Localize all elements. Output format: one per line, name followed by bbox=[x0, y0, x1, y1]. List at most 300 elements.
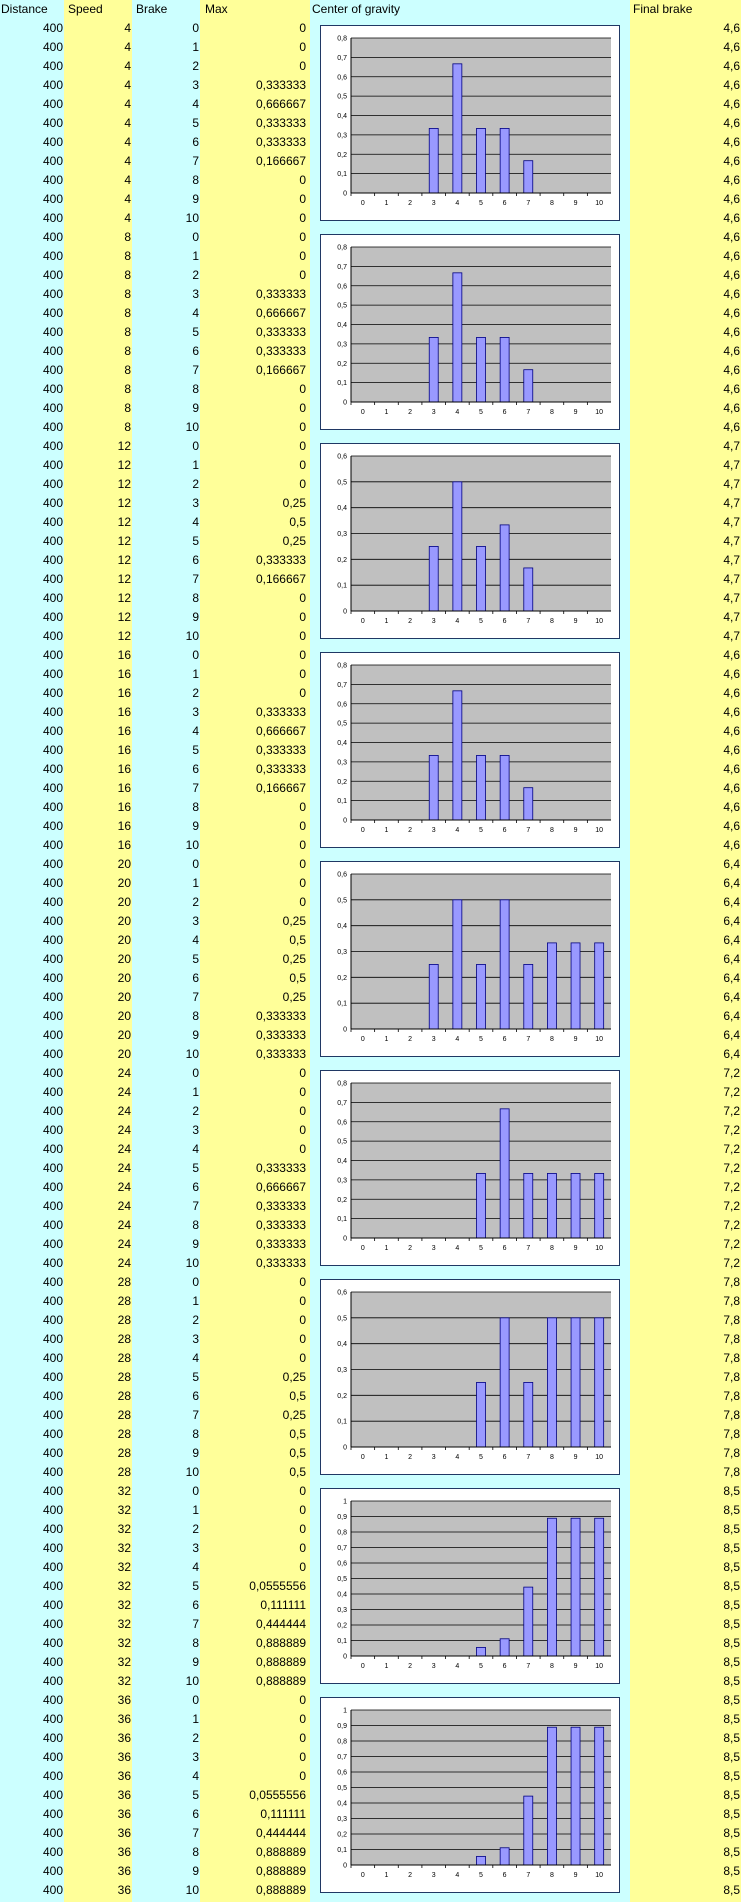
cell-brake: 8 bbox=[192, 800, 199, 814]
cell-speed: 20 bbox=[117, 933, 131, 947]
bar-10 bbox=[595, 1318, 604, 1447]
y-tick-label: 0,3 bbox=[337, 132, 347, 140]
bar-5 bbox=[477, 1647, 486, 1656]
cell-max: 0,333333 bbox=[255, 1161, 306, 1175]
cell-final-brake: 4,6 bbox=[723, 325, 740, 339]
cell-max: 0 bbox=[299, 838, 306, 852]
cell-max: 0 bbox=[299, 1142, 306, 1156]
bar-3 bbox=[429, 128, 438, 193]
bar-5 bbox=[477, 1856, 486, 1865]
cell-max: 0,0555556 bbox=[249, 1788, 306, 1802]
cell-max: 0 bbox=[299, 1484, 306, 1498]
x-tick-label: 0 bbox=[360, 200, 365, 207]
x-tick-label: 3 bbox=[431, 1872, 436, 1879]
y-tick-label: 0,4 bbox=[337, 740, 347, 747]
x-tick-label: 9 bbox=[573, 1663, 578, 1670]
cell-distance: 400 bbox=[42, 629, 63, 643]
cell-distance: 400 bbox=[42, 192, 63, 206]
cell-max: 0 bbox=[299, 667, 306, 681]
cell-brake: 7 bbox=[192, 1199, 199, 1213]
cell-speed: 4 bbox=[124, 211, 131, 225]
cell-distance: 400 bbox=[42, 724, 63, 738]
x-tick-label: 4 bbox=[455, 1454, 460, 1461]
x-tick-label: 0 bbox=[360, 1663, 365, 1670]
cell-speed: 32 bbox=[117, 1655, 131, 1669]
bar-8 bbox=[547, 1727, 556, 1865]
cell-final-brake: 4,6 bbox=[723, 819, 740, 833]
x-tick-label: 2 bbox=[408, 1454, 413, 1461]
cell-final-brake: 4,6 bbox=[723, 401, 740, 415]
cell-speed: 8 bbox=[124, 344, 131, 358]
cell-final-brake: 4,6 bbox=[723, 230, 740, 244]
cell-final-brake: 7,8 bbox=[723, 1351, 740, 1365]
cell-final-brake: 8,5 bbox=[723, 1788, 740, 1802]
x-tick-label: 4 bbox=[455, 1872, 460, 1879]
cell-max: 0,888889 bbox=[255, 1864, 306, 1878]
cell-speed: 8 bbox=[124, 268, 131, 282]
cell-brake: 1 bbox=[192, 40, 199, 54]
cell-max: 0 bbox=[299, 1750, 306, 1764]
bar-4 bbox=[453, 273, 462, 402]
cell-brake: 6 bbox=[192, 1389, 199, 1403]
cell-distance: 400 bbox=[42, 1256, 63, 1270]
cell-final-brake: 4,6 bbox=[723, 21, 740, 35]
x-tick-label: 7 bbox=[526, 827, 531, 834]
x-tick-label: 0 bbox=[360, 1245, 365, 1252]
cell-distance: 400 bbox=[42, 325, 63, 339]
y-tick-label: 0,4 bbox=[337, 113, 347, 120]
cell-brake: 6 bbox=[192, 1180, 199, 1194]
cell-max: 0 bbox=[299, 1313, 306, 1327]
cell-speed: 28 bbox=[117, 1465, 131, 1479]
y-tick-label: 0,2 bbox=[337, 1196, 347, 1204]
y-tick-label: 0,6 bbox=[337, 871, 347, 879]
cell-distance: 400 bbox=[42, 705, 63, 719]
cell-distance: 400 bbox=[42, 1617, 63, 1631]
cell-final-brake: 8,5 bbox=[723, 1560, 740, 1574]
x-tick-label: 8 bbox=[549, 1245, 554, 1252]
y-tick-label: 0,5 bbox=[337, 1576, 347, 1583]
chart-svg bbox=[321, 1698, 621, 1894]
cell-distance: 400 bbox=[42, 477, 63, 491]
bar-5 bbox=[477, 1382, 486, 1447]
cell-max: 0,111111 bbox=[260, 1807, 306, 1821]
cell-brake: 0 bbox=[192, 21, 199, 35]
cell-max: 0,25 bbox=[282, 914, 306, 928]
cell-max: 0,166667 bbox=[255, 363, 306, 377]
y-tick-label: 0,3 bbox=[337, 531, 347, 538]
y-tick-label: 0,3 bbox=[337, 949, 347, 956]
cell-speed: 12 bbox=[117, 591, 131, 605]
cell-brake: 3 bbox=[192, 914, 199, 928]
x-tick-label: 3 bbox=[431, 200, 436, 207]
cell-final-brake: 4,7 bbox=[723, 610, 740, 624]
cell-speed: 32 bbox=[117, 1674, 131, 1688]
y-tick-label: 0,4 bbox=[337, 1158, 347, 1165]
bar-10 bbox=[595, 1518, 604, 1656]
cell-brake: 7 bbox=[192, 363, 199, 377]
y-tick-label: 0 bbox=[343, 1862, 347, 1870]
y-tick-label: 0,3 bbox=[337, 1177, 347, 1185]
x-tick-label: 7 bbox=[526, 1663, 531, 1670]
y-tick-label: 0,8 bbox=[337, 1738, 347, 1746]
cell-distance: 400 bbox=[42, 154, 63, 168]
x-tick-label: 9 bbox=[573, 1872, 578, 1879]
bar-5 bbox=[477, 337, 486, 402]
cell-speed: 20 bbox=[117, 857, 131, 871]
x-tick-label: 2 bbox=[408, 618, 413, 625]
cell-max: 0,333333 bbox=[255, 705, 306, 719]
x-tick-label: 7 bbox=[526, 1036, 531, 1043]
cell-final-brake: 4,7 bbox=[723, 553, 740, 567]
cell-speed: 4 bbox=[124, 192, 131, 206]
cell-speed: 20 bbox=[117, 1009, 131, 1023]
bar-chart-speed-16 bbox=[320, 652, 620, 848]
cell-brake: 7 bbox=[192, 781, 199, 795]
y-tick-label: 0,2 bbox=[337, 151, 347, 159]
bar-8 bbox=[547, 943, 556, 1029]
cell-brake: 2 bbox=[192, 1522, 199, 1536]
cell-distance: 400 bbox=[42, 1446, 63, 1460]
cell-distance: 400 bbox=[42, 857, 63, 871]
cell-final-brake: 4,6 bbox=[723, 135, 740, 149]
cell-final-brake: 7,2 bbox=[723, 1180, 740, 1194]
cell-max: 0,5 bbox=[289, 1465, 306, 1479]
cell-max: 0 bbox=[299, 819, 306, 833]
y-tick-label: 0,9 bbox=[337, 1723, 347, 1730]
x-tick-label: 10 bbox=[595, 200, 604, 207]
cell-speed: 16 bbox=[117, 838, 131, 852]
cell-final-brake: 6,4 bbox=[723, 1047, 740, 1061]
cell-final-brake: 4,7 bbox=[723, 458, 740, 472]
cell-distance: 400 bbox=[42, 211, 63, 225]
y-tick-label: 0 bbox=[343, 399, 347, 407]
cell-distance: 400 bbox=[42, 1218, 63, 1232]
chart-svg bbox=[321, 235, 621, 431]
cell-max: 0 bbox=[299, 876, 306, 890]
cell-distance: 400 bbox=[42, 59, 63, 73]
x-tick-label: 10 bbox=[595, 1245, 604, 1252]
cell-speed: 8 bbox=[124, 249, 131, 263]
bar-5 bbox=[477, 964, 486, 1029]
x-tick-label: 2 bbox=[408, 200, 413, 207]
y-tick-label: 0 bbox=[343, 1235, 347, 1243]
cell-final-brake: 4,6 bbox=[723, 211, 740, 225]
bar-6 bbox=[500, 1848, 509, 1865]
x-tick-label: 4 bbox=[455, 1036, 460, 1043]
cell-brake: 5 bbox=[192, 325, 199, 339]
cell-brake: 4 bbox=[192, 933, 199, 947]
cell-max: 0 bbox=[299, 1769, 306, 1783]
y-tick-label: 0 bbox=[343, 817, 347, 825]
y-tick-label: 0,7 bbox=[337, 1545, 347, 1552]
x-tick-label: 3 bbox=[431, 1454, 436, 1461]
cell-final-brake: 6,4 bbox=[723, 914, 740, 928]
x-tick-label: 5 bbox=[479, 1454, 483, 1461]
cell-distance: 400 bbox=[42, 306, 63, 320]
cell-final-brake: 7,2 bbox=[723, 1104, 740, 1118]
y-tick-label: 0,2 bbox=[337, 974, 347, 982]
cell-final-brake: 8,5 bbox=[723, 1598, 740, 1612]
cell-final-brake: 4,6 bbox=[723, 287, 740, 301]
cell-brake: 3 bbox=[192, 1541, 199, 1555]
x-tick-label: 8 bbox=[549, 827, 554, 834]
cell-distance: 400 bbox=[42, 990, 63, 1004]
cell-max: 0,166667 bbox=[255, 781, 306, 795]
cell-speed: 4 bbox=[124, 97, 131, 111]
cell-brake: 10 bbox=[185, 1047, 199, 1061]
cell-final-brake: 4,6 bbox=[723, 762, 740, 776]
cell-distance: 400 bbox=[42, 553, 63, 567]
cell-brake: 5 bbox=[192, 534, 199, 548]
cell-final-brake: 6,4 bbox=[723, 990, 740, 1004]
cell-distance: 400 bbox=[42, 971, 63, 985]
cell-distance: 400 bbox=[42, 572, 63, 586]
chart-svg bbox=[321, 1489, 621, 1685]
cell-speed: 32 bbox=[117, 1598, 131, 1612]
cell-final-brake: 8,5 bbox=[723, 1579, 740, 1593]
cell-final-brake: 4,7 bbox=[723, 629, 740, 643]
cell-final-brake: 4,6 bbox=[723, 154, 740, 168]
cell-final-brake: 4,6 bbox=[723, 40, 740, 54]
cell-max: 0 bbox=[299, 1332, 306, 1346]
cell-brake: 1 bbox=[192, 876, 199, 890]
cell-distance: 400 bbox=[42, 1655, 63, 1669]
cell-final-brake: 4,7 bbox=[723, 572, 740, 586]
x-tick-label: 6 bbox=[502, 409, 507, 416]
cell-final-brake: 8,5 bbox=[723, 1541, 740, 1555]
cell-speed: 36 bbox=[117, 1807, 131, 1821]
cell-brake: 9 bbox=[192, 1446, 199, 1460]
bar-10 bbox=[595, 1173, 604, 1238]
cell-max: 0,333333 bbox=[255, 1028, 306, 1042]
cell-max: 0,444444 bbox=[255, 1617, 306, 1631]
cell-speed: 12 bbox=[117, 477, 131, 491]
cell-distance: 400 bbox=[42, 135, 63, 149]
cell-max: 0 bbox=[299, 420, 306, 434]
cell-speed: 20 bbox=[117, 895, 131, 909]
cell-distance: 400 bbox=[42, 1275, 63, 1289]
cell-brake: 2 bbox=[192, 1104, 199, 1118]
cell-speed: 8 bbox=[124, 230, 131, 244]
cell-distance: 400 bbox=[42, 686, 63, 700]
cell-final-brake: 4,6 bbox=[723, 382, 740, 396]
cell-distance: 400 bbox=[42, 1484, 63, 1498]
cell-max: 0,333333 bbox=[255, 1256, 306, 1270]
cell-final-brake: 7,2 bbox=[723, 1123, 740, 1137]
cell-max: 0,333333 bbox=[255, 78, 306, 92]
cell-brake: 3 bbox=[192, 1750, 199, 1764]
cell-final-brake: 4,6 bbox=[723, 648, 740, 662]
cell-max: 0 bbox=[299, 249, 306, 263]
cell-speed: 4 bbox=[124, 173, 131, 187]
bar-4 bbox=[453, 900, 462, 1029]
cell-max: 0 bbox=[299, 895, 306, 909]
cell-brake: 6 bbox=[192, 1807, 199, 1821]
cell-max: 0 bbox=[299, 1503, 306, 1517]
cell-brake: 9 bbox=[192, 819, 199, 833]
cell-max: 0 bbox=[299, 1522, 306, 1536]
y-tick-label: 0,3 bbox=[337, 1607, 347, 1614]
cell-distance: 400 bbox=[42, 1693, 63, 1707]
header-max: Max bbox=[205, 2, 228, 16]
cell-speed: 12 bbox=[117, 515, 131, 529]
header-brake: Brake bbox=[136, 2, 168, 16]
x-tick-label: 1 bbox=[384, 1454, 389, 1461]
cell-distance: 400 bbox=[42, 1389, 63, 1403]
cell-final-brake: 8,5 bbox=[723, 1807, 740, 1821]
cell-max: 0 bbox=[299, 268, 306, 282]
cell-distance: 400 bbox=[42, 1560, 63, 1574]
cell-distance: 400 bbox=[42, 1199, 63, 1213]
cell-speed: 36 bbox=[117, 1883, 131, 1897]
cell-speed: 20 bbox=[117, 952, 131, 966]
cell-brake: 0 bbox=[192, 1066, 199, 1080]
cell-final-brake: 8,5 bbox=[723, 1845, 740, 1859]
cell-speed: 28 bbox=[117, 1313, 131, 1327]
x-tick-label: 8 bbox=[549, 1663, 554, 1670]
cell-brake: 4 bbox=[192, 1560, 199, 1574]
cell-max: 0,5 bbox=[289, 515, 306, 529]
header-speed: Speed bbox=[68, 2, 103, 16]
cell-final-brake: 7,2 bbox=[723, 1237, 740, 1251]
cell-final-brake: 4,6 bbox=[723, 306, 740, 320]
cell-speed: 16 bbox=[117, 686, 131, 700]
cell-speed: 8 bbox=[124, 382, 131, 396]
cell-speed: 24 bbox=[117, 1161, 131, 1175]
x-tick-label: 4 bbox=[455, 409, 460, 416]
cell-distance: 400 bbox=[42, 287, 63, 301]
cell-brake: 3 bbox=[192, 1123, 199, 1137]
x-tick-label: 6 bbox=[502, 618, 507, 625]
cell-brake: 9 bbox=[192, 610, 199, 624]
cell-brake: 0 bbox=[192, 230, 199, 244]
cell-brake: 4 bbox=[192, 1142, 199, 1156]
cell-max: 0,666667 bbox=[255, 306, 306, 320]
cell-distance: 400 bbox=[42, 838, 63, 852]
cell-max: 0 bbox=[299, 1351, 306, 1365]
cell-final-brake: 7,8 bbox=[723, 1313, 740, 1327]
cell-distance: 400 bbox=[42, 1769, 63, 1783]
x-tick-label: 10 bbox=[595, 618, 604, 625]
cell-speed: 36 bbox=[117, 1693, 131, 1707]
y-tick-label: 0,7 bbox=[337, 263, 347, 271]
y-tick-label: 0,6 bbox=[337, 1289, 347, 1297]
bar-10 bbox=[595, 1727, 604, 1865]
cell-final-brake: 4,6 bbox=[723, 173, 740, 187]
x-tick-label: 0 bbox=[360, 1036, 365, 1043]
cell-max: 0,25 bbox=[282, 496, 306, 510]
cell-brake: 7 bbox=[192, 1408, 199, 1422]
cell-brake: 5 bbox=[192, 743, 199, 757]
cell-distance: 400 bbox=[42, 1370, 63, 1384]
cell-speed: 4 bbox=[124, 78, 131, 92]
y-tick-label: 0,6 bbox=[337, 1119, 347, 1127]
x-tick-label: 7 bbox=[526, 1872, 531, 1879]
cell-brake: 8 bbox=[192, 1427, 199, 1441]
cell-final-brake: 4,6 bbox=[723, 743, 740, 757]
cell-final-brake: 4,6 bbox=[723, 363, 740, 377]
cell-distance: 400 bbox=[42, 1807, 63, 1821]
x-tick-label: 4 bbox=[455, 1245, 460, 1252]
bar-8 bbox=[547, 1318, 556, 1447]
bar-7 bbox=[524, 1587, 533, 1656]
cell-max: 0,333333 bbox=[255, 287, 306, 301]
cell-brake: 10 bbox=[185, 211, 199, 225]
cell-brake: 6 bbox=[192, 971, 199, 985]
cell-brake: 0 bbox=[192, 439, 199, 453]
cell-speed: 16 bbox=[117, 667, 131, 681]
x-tick-label: 3 bbox=[431, 1245, 436, 1252]
cell-distance: 400 bbox=[42, 1750, 63, 1764]
cell-final-brake: 4,6 bbox=[723, 116, 740, 130]
bar-5 bbox=[477, 128, 486, 193]
cell-brake: 6 bbox=[192, 135, 199, 149]
cell-distance: 400 bbox=[42, 914, 63, 928]
bar-4 bbox=[453, 482, 462, 611]
cell-max: 0,25 bbox=[282, 1370, 306, 1384]
bar-chart-speed-12 bbox=[320, 443, 620, 639]
bar-6 bbox=[500, 1109, 509, 1238]
cell-speed: 8 bbox=[124, 287, 131, 301]
cell-brake: 1 bbox=[192, 458, 199, 472]
cell-distance: 400 bbox=[42, 895, 63, 909]
cell-speed: 24 bbox=[117, 1180, 131, 1194]
bar-3 bbox=[429, 546, 438, 611]
cell-max: 0,888889 bbox=[255, 1655, 306, 1669]
cell-brake: 4 bbox=[192, 1351, 199, 1365]
cell-speed: 12 bbox=[117, 553, 131, 567]
cell-max: 0 bbox=[299, 1085, 306, 1099]
y-tick-label: 0,8 bbox=[337, 35, 347, 43]
cell-speed: 24 bbox=[117, 1142, 131, 1156]
bar-chart-speed-28 bbox=[320, 1279, 620, 1475]
cell-final-brake: 6,4 bbox=[723, 857, 740, 871]
cell-speed: 12 bbox=[117, 534, 131, 548]
bar-6 bbox=[500, 525, 509, 611]
bar-chart-speed-32 bbox=[320, 1488, 620, 1684]
cell-brake: 8 bbox=[192, 1009, 199, 1023]
chart-svg bbox=[321, 1071, 621, 1267]
y-tick-label: 0,1 bbox=[337, 380, 347, 388]
cell-distance: 400 bbox=[42, 1009, 63, 1023]
cell-distance: 400 bbox=[42, 1313, 63, 1327]
cell-max: 0,5 bbox=[289, 933, 306, 947]
cell-final-brake: 8,5 bbox=[723, 1522, 740, 1536]
x-tick-label: 3 bbox=[431, 618, 436, 625]
cell-brake: 9 bbox=[192, 1237, 199, 1251]
cell-distance: 400 bbox=[42, 1104, 63, 1118]
cell-distance: 400 bbox=[42, 1028, 63, 1042]
cell-max: 0 bbox=[299, 192, 306, 206]
cell-speed: 16 bbox=[117, 705, 131, 719]
cell-max: 0,888889 bbox=[255, 1674, 306, 1688]
cell-speed: 4 bbox=[124, 40, 131, 54]
cell-final-brake: 7,8 bbox=[723, 1446, 740, 1460]
cell-speed: 36 bbox=[117, 1750, 131, 1764]
y-tick-label: 0 bbox=[343, 190, 347, 198]
cell-speed: 36 bbox=[117, 1864, 131, 1878]
cell-distance: 400 bbox=[42, 382, 63, 396]
cell-distance: 400 bbox=[42, 78, 63, 92]
cell-brake: 1 bbox=[192, 1085, 199, 1099]
cell-brake: 8 bbox=[192, 382, 199, 396]
cell-max: 0,333333 bbox=[255, 743, 306, 757]
cell-distance: 400 bbox=[42, 800, 63, 814]
cell-max: 0,333333 bbox=[255, 762, 306, 776]
cell-final-brake: 8,5 bbox=[723, 1617, 740, 1631]
x-tick-label: 10 bbox=[595, 409, 604, 416]
